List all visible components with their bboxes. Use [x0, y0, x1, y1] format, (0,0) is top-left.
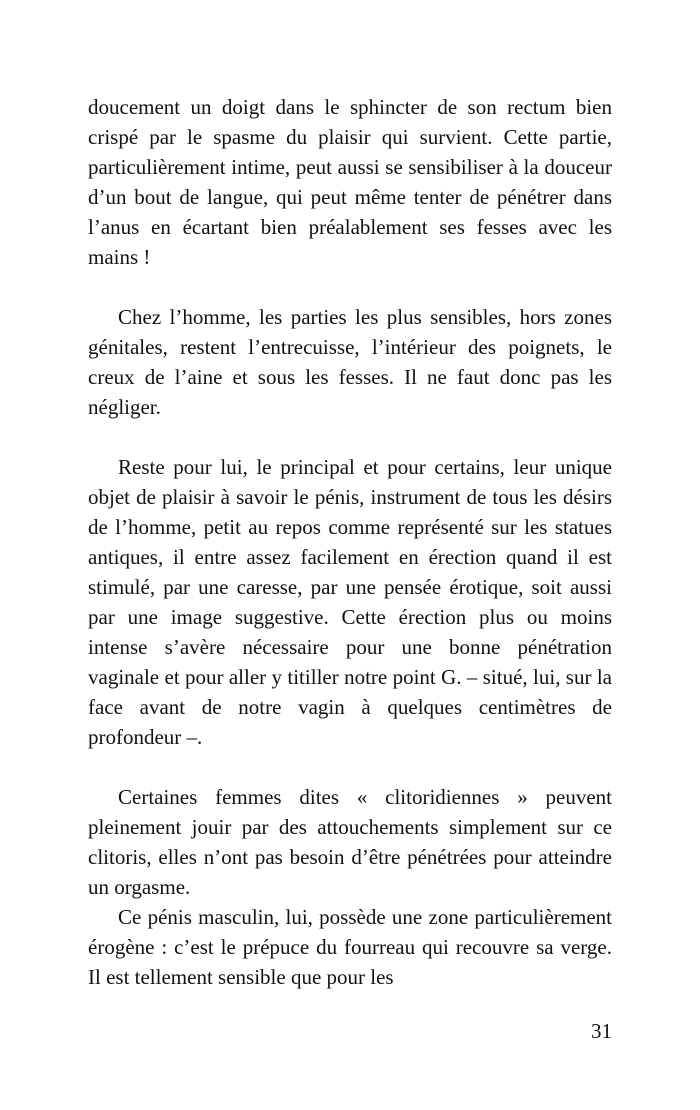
- paragraph-prepuce: Ce pénis masculin, lui, possède une zone particulièrement érogène : c’est le prépuce du fourreau qui recouvre sa verge. Il est tellement sensible que pour les: [88, 905, 612, 989]
- paragraph-gap: [88, 272, 612, 302]
- paragraph-clitoridiennes: Certaines femmes dites « clitoridiennes » peuvent pleinement jouir par des attouchements simplement sur ce clitoris, elles n’ont pas besoin d’être pénétrées pour atteindre un orgasme.: [88, 785, 612, 899]
- paragraph-gap: [88, 422, 612, 452]
- page-number: 31: [591, 1019, 612, 1043]
- paragraph-gap: [88, 752, 612, 782]
- paragraph-continuation: doucement un doigt dans le sphincter de son rectum bien crispé par le spasme du plaisir qui survient. Cette partie, particulièrement intime, peut aussi se sensibiliser à la douceur d’un bout de langue, qui peut même tenter de pénétrer dans l’anus en écartant bien préalablement ses fesses avec les mains !: [88, 95, 612, 269]
- paragraph-homme-zones: Chez l’homme, les parties les plus sensibles, hors zones génitales, restent l’entrecuisse, l’intérieur des poignets, le creux de l’aine et sous les fesses. Il ne faut donc pas les négliger.: [88, 305, 612, 419]
- paragraph-penis: Reste pour lui, le principal et pour certains, leur unique objet de plaisir à savoir le pénis, instrument de tous les désirs de l’homme, petit au repos comme représenté sur les statues antiques, il entre assez facilement en érection quand il est stimulé, par une caresse, par une pensée érotique, soit aussi par une image suggestive. Cette érection plus ou moins intense s’avère nécessaire pour une bonne pénétration vaginale et pour aller y titiller notre point G. – situé, lui, sur la face avant de notre vagin à quelques centimètres de profondeur –.: [88, 455, 612, 749]
- body-text: [88, 92, 612, 992]
